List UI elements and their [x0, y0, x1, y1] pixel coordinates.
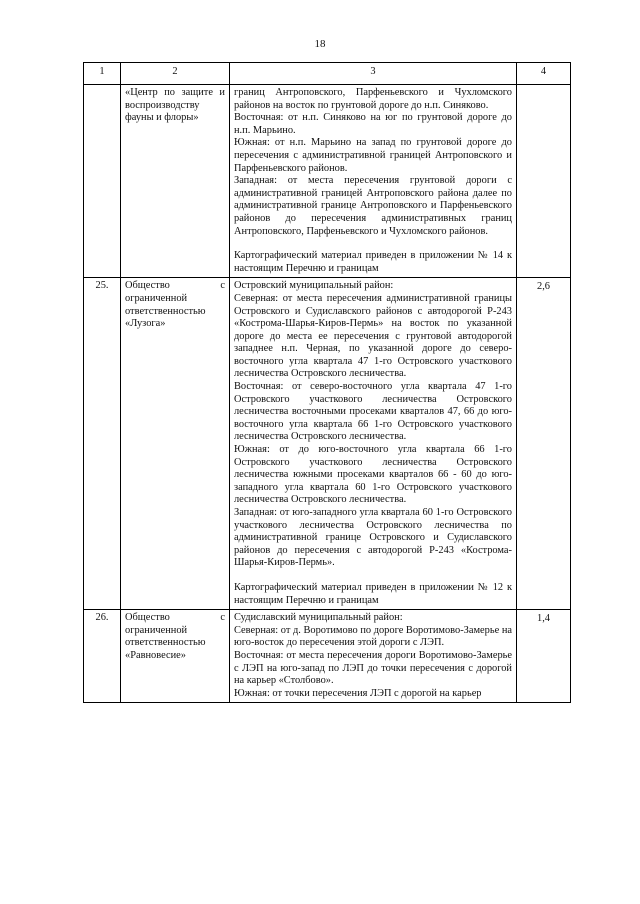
- description-paragraph: Восточная: от северо-восточного угла квартала 47 1-го Островского участкового лесничества Островского лесничества восточными просеками кварталов 47, 66 до юго-восточного угла квартала 66 1-го Островского участкового лесничества Островского лесничества.: [234, 381, 512, 443]
- boundary-description: [230, 610, 517, 703]
- column-header-1: 1: [84, 63, 121, 85]
- description-paragraph: Южная: от до юго-восточного угла квартала 66 1-го Островского участкового лесничества Островского лесничества южными просеками кварталов 66 - 60 до юго-западного угла квартала 60 1-го Островского участкового лесничества Островского лесничества.: [234, 444, 512, 506]
- page-number: 18: [314, 38, 326, 50]
- category-code: [517, 85, 571, 278]
- description-paragraph: Южная: от н.п. Марьино на запад по грунтовой дороге до пересечения с административной границей Антроповского и Парфеньевского районов.: [234, 137, 512, 174]
- column-header-4: 4: [517, 63, 571, 85]
- description-paragraph: Восточная: от места пересечения дороги Воротимово-Замерье с ЛЭП на юго-запад по ЛЭП до точки пересечения с дорогой на карьер «Столбово».: [234, 649, 512, 687]
- description-paragraph: Южная: от точки пересечения ЛЭП с дорогой на карьер: [234, 687, 482, 699]
- organization-name: Общество с ограниченной ответственностью «Лузога»: [121, 278, 230, 610]
- row-number: 26.: [84, 610, 121, 703]
- column-header-3: 3: [230, 63, 517, 85]
- description-paragraph: Северная: от д. Воротимово по дороге Воротимово-Замерье на юго-восток до пересечения этой дороги с ЛЭП.: [234, 624, 512, 649]
- boundary-description: [230, 278, 517, 610]
- description-paragraph: Восточная: от н.п. Синяково на юг по грунтовой дороге до н.п. Марьино.: [234, 112, 512, 136]
- description-paragraph: Островский муниципальный район:: [234, 280, 394, 292]
- description-paragraph: Судиславский муниципальный район:: [234, 612, 403, 624]
- table-header-row: [84, 63, 571, 85]
- row-number: [84, 85, 121, 278]
- description-paragraph: границ Антроповского, Парфеньевского и Чухломского районов на восток по грунтовой дороге до н.п. Синяково.: [234, 87, 512, 111]
- category-code: 2,6: [517, 278, 571, 610]
- table-row: [84, 85, 571, 278]
- map-reference-note: Картографический материал приведен в приложении № 12 к настоящим Перечню и границам: [234, 581, 512, 606]
- description-paragraph: Западная: от места пересечения грунтовой дороги с административной границей Антроповского района далее по административной границе Антроповского и Парфеньевского районов до пересечения административных границ Антроповского, Парфеньевского и Чухломского районов.: [234, 175, 512, 237]
- organization-name: «Центр по защите и воспроизводству фауны и флоры»: [121, 85, 230, 278]
- boundary-description: [230, 85, 517, 278]
- table-row: [84, 278, 571, 610]
- description-paragraph: Западная: от юго-западного угла квартала 60 1-го Островского участкового лесничества Островского лесничества по административной границе Островского и Судиславского районов до пересечения с автодорогой Р-243 «Кострома-Шарья-Киров-Пермь».: [234, 507, 512, 569]
- table-row: [84, 610, 571, 703]
- description-paragraph: Северная: от места пересечения административной границы Островского и Судиславского районов с автодорогой Р-243 «Кострома-Шарья-Киров-Пермь» на восток по указанной дороге до места ее пересечения с грунтовой автодорогой западнее н.п. Черная, по указанной дороге до северо-восточного угла квартала 47 1-го Островского участкового лесничества Островского лесничества.: [234, 292, 512, 380]
- map-reference-note: Картографический материал приведен в приложении № 14 к настоящим Перечню и границам: [234, 250, 512, 274]
- territory-table: [83, 62, 571, 703]
- category-code: 1,4: [517, 610, 571, 703]
- organization-name: Общество с ограниченной ответственностью «Равновесие»: [121, 610, 230, 703]
- column-header-2: 2: [121, 63, 230, 85]
- row-number: 25.: [84, 278, 121, 610]
